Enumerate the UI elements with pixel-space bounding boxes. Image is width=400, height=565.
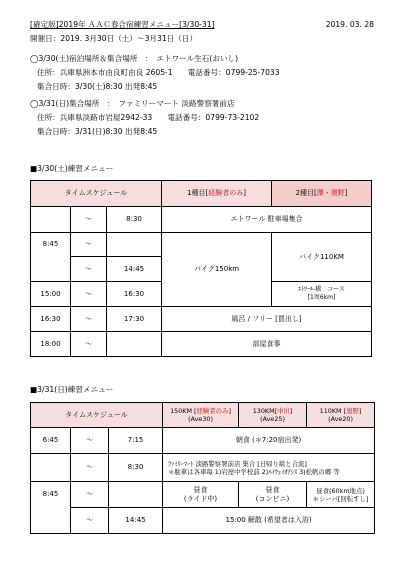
lunch-sushi-cell: 昼食(60km地点) ＊シーパ[回転すし] <box>307 482 375 508</box>
table-row <box>31 508 375 534</box>
meetup-cell: ﾌｧﾐﾘｰﾏｰﾄ 淡路警察署前店 集合 [日帰り組と合流] ＊駐車は各車毎 1)岩屋中学校前 2)ﾊｲｳｪｲｵｱｼｽ 3)松帆の郷 等 <box>163 454 375 482</box>
event-period: 開催日：2019. 3月30日（土）～3月31日（日） <box>30 34 198 43</box>
col-110km-header: 110KM [奥野] (Ave20) <box>307 403 375 428</box>
day1-meet-time: 集合日時：3/30(土)8:30 出発8:45 <box>37 82 158 91</box>
event-text: エトワール 駐車場集合 <box>162 207 372 233</box>
start-time: 8:45 <box>31 233 71 257</box>
range-tilde: ～ <box>71 282 107 307</box>
event-text: 風呂 / フリー [買出し] <box>162 307 372 332</box>
start-time: 8:45 <box>31 482 71 508</box>
end-time: 17:30 <box>107 307 162 332</box>
section2-heading: ■3/31(日)練習メニュー <box>30 385 114 394</box>
table-row <box>31 307 372 332</box>
event-text: 部屋食事 <box>162 332 372 357</box>
range-tilde: ～ <box>71 332 107 357</box>
bike-150km-cell: バイク150km <box>162 233 272 307</box>
event-text: 朝食 (＊7:20宿出発) <box>163 428 375 454</box>
table-header-row <box>31 403 375 428</box>
end-time: 16:30 <box>107 282 162 307</box>
table-row <box>31 428 375 454</box>
end-time: 8:30 <box>107 207 162 233</box>
end-time: 7:15 <box>109 428 163 454</box>
table-row <box>31 207 372 233</box>
day2-meet-time: 集合日時：3/31(日)8:30 出発8:45 <box>37 127 158 136</box>
day2-schedule-table <box>30 402 375 534</box>
end-time: 8:30 <box>109 454 163 482</box>
table-row <box>31 332 372 357</box>
col-130km-header: 130KM[中川] (Ave25) <box>239 403 307 428</box>
day2-location-heading: ◯3/31(日)集合場所 ： ファミリーマート 淡路警察署前店 <box>30 99 235 108</box>
range-tilde: ～ <box>71 454 109 482</box>
end-time: 14:45 <box>109 508 163 534</box>
start-time: 15:00 <box>31 282 71 307</box>
range-tilde: ～ <box>71 307 107 332</box>
event-text: 15:00 解散 (希望者は入浴) <box>163 508 375 534</box>
day1-location-heading: ◯3/30(土)宿泊場所＆集合場所 ： エトワール生石(おいし) <box>30 54 239 63</box>
bike-110km-cell: バイク110KM <box>272 233 372 282</box>
range-tilde: ～ <box>71 233 107 257</box>
col-150km-header: 150KM [経験者のみ] (Ave30) <box>163 403 239 428</box>
range-tilde: ～ <box>71 257 107 282</box>
table-row <box>31 482 375 508</box>
range-tilde: ～ <box>71 508 109 534</box>
day2-address: 住所：兵庫県淡路市岩屋2942-33 電話番号：0799-73-2102 <box>37 113 260 122</box>
col-group2-header: 2種目[澤・奥野] <box>272 181 372 207</box>
start-time: 6:45 <box>31 428 71 454</box>
range-tilde: ～ <box>71 482 109 508</box>
section1-heading: ■3/30(土)練習メニュー <box>30 164 114 173</box>
col-schedule-header: タイムスケジュール <box>31 181 162 207</box>
lunch-convenience-cell: 昼食 (コンビニ) <box>239 482 307 508</box>
lunch-ride-cell: 昼食 (ライド中) <box>163 482 239 508</box>
day1-schedule-table <box>30 180 372 357</box>
day1-address: 住所：兵庫県洲本市由良町由良 2605-1 電話番号：0799-25-7033 <box>37 68 280 77</box>
course-cell: ｴﾄﾜｰﾙ-橋 コース [1周6km] <box>272 282 372 307</box>
table-row <box>31 454 375 482</box>
start-time: 18:00 <box>31 332 71 357</box>
col-schedule-header: タイムスケジュール <box>31 403 163 428</box>
start-time: 16:30 <box>31 307 71 332</box>
table-header-row <box>31 181 372 207</box>
range-tilde: ～ <box>71 207 107 233</box>
end-time: 14:45 <box>107 257 162 282</box>
document-title: [確定版]2019年 ＡＡＣ春合宿練習メニュー[3/30-31] <box>30 20 215 29</box>
range-tilde: ～ <box>71 428 109 454</box>
col-group1-header: 1種目[経験者のみ] <box>162 181 272 207</box>
table-row <box>31 233 372 257</box>
document-date: 2019. 03. 28 <box>325 20 374 29</box>
